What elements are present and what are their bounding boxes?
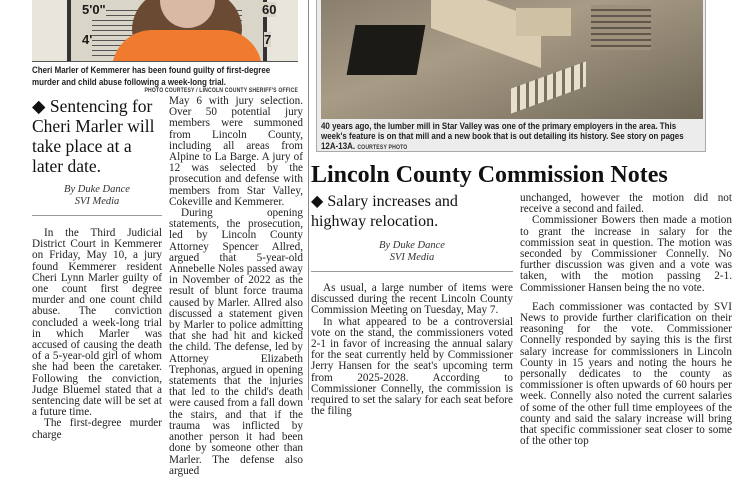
height-mark: 4': [82, 32, 93, 47]
commission-subhead: ◆ Salary increases and highway relocation.: [311, 193, 458, 230]
feature-caption: 40 years ago, the lumber mill in Star Valley was one of the primary employers in the area. This week's feature is on that mill and a new book that is out detailing its history. See story on pages 12A-13A. COURTESY PHOTO: [321, 120, 684, 151]
paragraph: In the Third Judicial District Court in Kemmerer on Friday, May 10, a jury found Kemmerer resident Cheri Lynn Marler guilty of one count first degree murder and one count child abuse. The conviction concluded a week-long trial in which Marler was accused of causing the death of a 5-year-old girl of whom she had been the caretaker. Following the conviction, Judge Bluemel stated that a sentencing date will be set at a future time.: [32, 227, 162, 419]
diamond-icon: ◆: [32, 96, 46, 116]
paragraph: In what appeared to be a controversial vote on the stand, the commissioners voted 2-1 in favor of increasing the annual salary for the seat currently held by Commissioner Jerry Hansen for the seat's upcoming term from 2025-2028. According to Commissioner Connelly, the commission is required to set the salary for each seat before the filing: [311, 315, 513, 418]
sentencing-byline: [32, 184, 162, 207]
sentencing-headline: ◆ Sentencing for Cheri Marler will take place at a later date.: [32, 96, 155, 176]
diamond-icon: ◆: [311, 193, 324, 210]
commission-byline: [311, 240, 513, 263]
byline-name: By Duke Dance: [64, 184, 130, 195]
paragraph: Each commissioner was contacted by SVI News to provide further clarification on their reasoning for the vote. Commissioner Connelly responded by saying this is the first salary increase for commissioners in Lincoln County in 15 years and noting the hours he personally dedicates to the county as commissioner is often upwards of 60 hours per week. Connelly also noted the current salaries of some of the other full time employees of the county and said the salary increase will bring that specific commissioner seat closer to some of the other top: [520, 300, 732, 448]
byline-divider: [32, 215, 162, 216]
mugshot-photo: [32, 0, 298, 62]
column-divider: [308, 0, 309, 400]
height-mark: 7: [264, 32, 272, 47]
byline-org: SVI Media: [389, 251, 435, 263]
paragraph: As usual, a large number of items were discussed during the recent Lincoln County Commission Meeting on Tuesday, May 7.: [311, 282, 513, 317]
mugshot-caption-block: [32, 64, 298, 95]
mugshot-credit: PHOTO COURTESY / LINCOLN COUNTY SHERIFF'S OFFICE: [144, 88, 299, 94]
pond: [347, 25, 426, 75]
commission-column-2: [520, 193, 732, 447]
height-mark: 5'0": [82, 2, 106, 17]
byline-name: By Duke Dance: [379, 240, 445, 251]
feature-photo-box: [316, 0, 706, 152]
commission-column-1-block: [311, 192, 513, 417]
commission-column-1: [311, 283, 513, 417]
paragraph: The first-degree murder charge: [32, 417, 162, 441]
paragraph: unchanged, however the motion did not receive a second and failed.: [520, 192, 732, 216]
byline-divider: [311, 271, 513, 272]
paragraph: Commissioner Bowers then made a motion to grant the increase in salary for the commission seat in question. The motion was seconded by Commissioner Connelly. No further discussion was given and a vote was taken, with the motion passing 2-1. Commissioner Hansen being the no vote.: [520, 214, 732, 294]
sentencing-column-2: [169, 96, 303, 477]
feature-credit: COURTESY PHOTO: [357, 145, 408, 151]
lumber-stacks: [591, 5, 651, 50]
byline-org: SVI Media: [74, 195, 120, 207]
height-mark: 60: [262, 2, 277, 17]
paragraph: May 6 with jury selection. Over 50 potential jury members were summoned from Lincoln County, including all areas from Alpine to La Barge. A jury of 12 was selected by the prosecution and defense with members from Star Valley, Cokeville and Kemmerer.: [169, 95, 303, 208]
orange-shirt: [112, 30, 262, 62]
mill-building: [516, 8, 571, 36]
mugshot-caption: Cheri Marler of Kemmerer has been found guilty of first-degree murder and child abuse following a week-long trial.: [32, 64, 271, 87]
sentencing-column-1-block: [32, 96, 162, 441]
paragraph: During opening statements, the prosecution, led by Lincoln County Attorney Spencer Allred, argued that 5-year-old Annebelle Noles passed away in November of 2022 as the result of blunt force trauma caused by Marler. Allred also discussed a statement given by Marler to police admitting that she had hit and kicked the child. The defense, led by Attorney Elizabeth Trephonas, argued in opening statements that the injuries that led to the child's death were caused from a fall down the stairs, and that if the trauma was inflicted by another person it had been done by someone other than Marler. The defense also argued: [169, 207, 303, 477]
sentencing-column-1: [32, 228, 162, 441]
commission-headline: Lincoln County Commission Notes: [311, 162, 668, 188]
lumber-stacks: [511, 61, 586, 113]
lumber-mill-photo: [321, 0, 703, 119]
